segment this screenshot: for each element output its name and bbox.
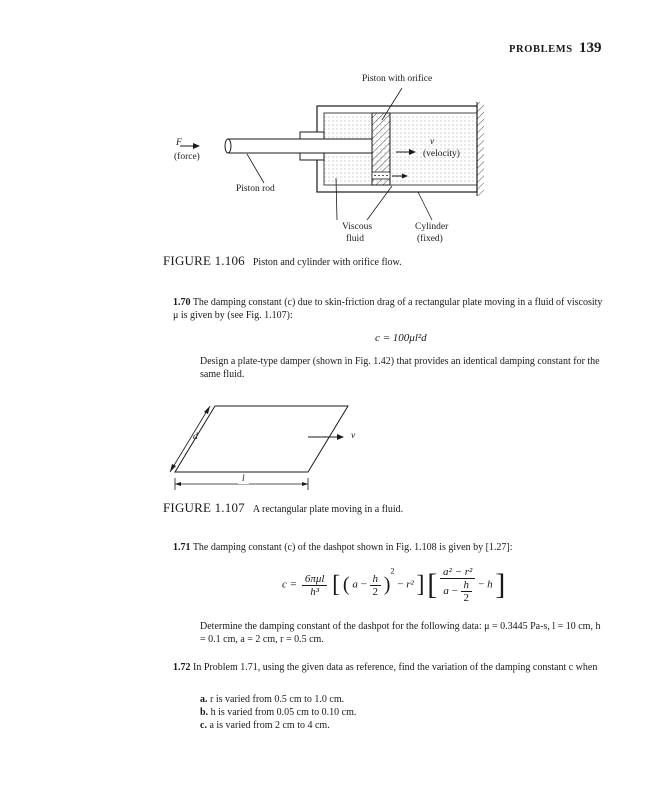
eq-a: a (443, 585, 449, 598)
label-l: l (238, 474, 249, 484)
figure-caption-text: A rectangular plate moving in a fluid. (252, 504, 404, 515)
rod-end (225, 139, 231, 153)
eq-lhs: c = (282, 578, 298, 591)
piston-rod (228, 139, 372, 153)
eq-coef-den: h³ (310, 585, 320, 598)
label-v: v (430, 137, 435, 147)
problem-1-72-item-a: a. r is varied from 0.5 cm to 1.0 cm. (200, 694, 345, 705)
equation-1-70: c = 100μl²d (375, 332, 427, 344)
label-cylinder: Cylinder (415, 222, 449, 232)
problem-1-72 (173, 661, 605, 674)
eq-two: 2 (463, 592, 470, 604)
label-piston-with-orifice: Piston with orifice (362, 74, 433, 84)
figure-1-107-diagram (160, 400, 370, 495)
eq-square: 2 (390, 566, 395, 576)
equation-1-71: c = $\frac{\text{6πμl}}{\text{h³}}$ [ ( a − $\frac{h}{2}$ )$^2$ − r² ] [ a² − r² a − $\frac{h}{2}$ − h ] (282, 566, 506, 604)
problem-1-71 (173, 541, 605, 554)
label-fluid: fluid (346, 234, 364, 244)
leader-piston-rod (247, 154, 264, 183)
figure-caption-text: Piston and cylinder with orifice flow. (252, 257, 402, 268)
label-d: d (193, 432, 198, 442)
label-fixed: (fixed) (417, 234, 443, 244)
problem-1-70 (173, 296, 605, 322)
label-viscous: Viscous (342, 222, 373, 232)
label-force: (force) (174, 152, 200, 162)
eq-num2: a² − r² (440, 566, 475, 579)
eq-h: h (487, 578, 493, 591)
problem-1-72-item-b: b. h is varied from 0.05 cm to 0.10 cm. (200, 707, 357, 718)
eq-a: a (352, 578, 358, 591)
problem-text: The damping constant (c) due to skin-friction drag of a rectangular plate moving in a fluid of viscosity μ is given by (see Fig. 1.107): (173, 297, 603, 321)
rectangular-plate (175, 406, 348, 472)
problem-number: 1.71 (173, 542, 191, 553)
problem-number: 1.72 (173, 662, 191, 673)
label-piston-rod: Piston rod (236, 184, 275, 194)
figure-1-107-caption (163, 500, 403, 516)
label-F: F (176, 138, 182, 148)
rod-gland (300, 132, 324, 139)
label-v-plate: v (351, 431, 356, 441)
figure-number: FIGURE 1.106 (163, 253, 245, 268)
eq-coef-num: 6πμl (302, 573, 328, 586)
eq-h: h (370, 573, 382, 586)
problem-number: 1.70 (173, 297, 191, 308)
eq-r2: r² (406, 578, 414, 591)
problem-text: In Problem 1.71, using the given data as reference, find the variation of the damping constant c when (193, 662, 598, 673)
figure-number: FIGURE 1.107 (163, 500, 245, 515)
eq-two: 2 (372, 585, 379, 598)
problem-1-71-data: Determine the damping constant of the dashpot for the following data: μ = 0.3445 Pa-s, l = 10 cm, h = 0.1 cm, a = 2 cm, r = 0.5 cm. (200, 621, 601, 645)
figure-1-106-caption (163, 253, 402, 269)
leader-cylinder (418, 192, 432, 220)
page-number: 139 (579, 40, 602, 56)
problem-1-70-design: Design a plate-type damper (shown in Fig. 1.42) that provides an identical damping constant for the same fluid. (200, 356, 600, 380)
eq-h: h (461, 579, 473, 592)
problem-text: The damping constant (c) of the dashpot shown in Fig. 1.108 is given by [1.27]: (192, 542, 513, 553)
fixed-wall (477, 102, 484, 196)
eq-minus: − (360, 578, 367, 591)
running-header-section: PROBLEMS (509, 44, 573, 55)
label-velocity: (velocity) (423, 149, 460, 159)
problem-1-72-item-c: c. a is varied from 2 cm to 4 cm. (200, 720, 330, 731)
figure-1-106-diagram (160, 68, 505, 253)
